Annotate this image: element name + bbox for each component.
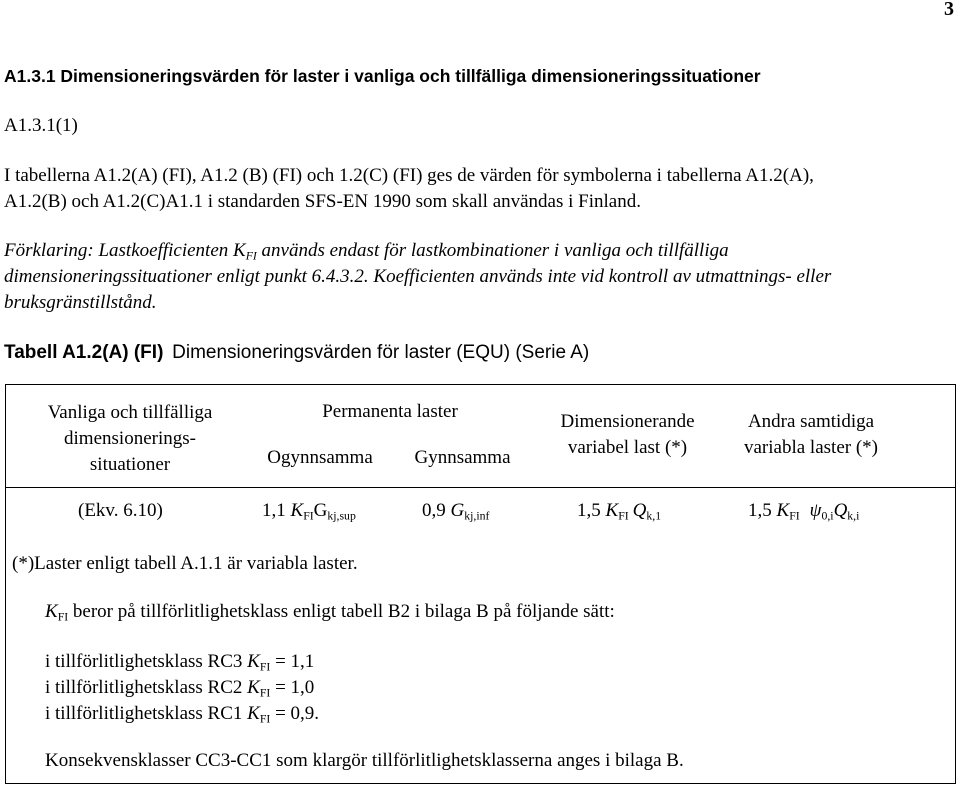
table-caption-label: Tabell A1.2(A) (FI) [4,342,164,363]
cell-4-q: Q [833,500,848,521]
reliability-class-rc3 [45,651,314,673]
cell-leading-variable-value [577,500,661,522]
header-leading-variable-line-1: Dimensionerande [560,411,695,432]
cell-3-coefficient: 1,5 [577,500,606,521]
page-number: 3 [944,0,954,20]
cell-3-q: Q [632,500,647,521]
cell-1-k: K [290,500,304,521]
header-permanent-loads: Permanenta laster [322,401,458,422]
rc1-prefix: i tillförlitlighetsklass RC1 [45,703,248,724]
header-situations [10,400,250,478]
table-caption [4,342,589,364]
rc2-k: K [247,677,260,698]
subsection-label: A1.3.1(1) [4,115,78,136]
cell-4-coefficient: 1,5 [748,500,777,521]
header-separator-line [6,487,955,488]
rc3-prefix: i tillförlitlighetsklass RC3 [45,651,248,672]
explanation-line-1 [4,240,729,262]
row-equation-ref: (Ekv. 6.10) [78,500,163,521]
rc3-k: K [247,651,260,672]
rc2-value: = 1,0 [270,677,315,698]
table-top-border [5,384,955,385]
table-right-border [955,384,956,784]
explanation-text-a: Förklaring: Lastkoefficienten K [4,240,246,261]
rc1-k: K [247,703,260,724]
cell-3-k: K [605,500,619,521]
header-accompanying-variable [722,409,900,461]
reliability-class-rc1 [45,703,319,725]
cell-1-g: G [313,500,328,521]
explanation-text-b: används endast för lastkombinationer i vanliga och tillfälliga [256,240,729,261]
cell-3-q-subscript: k,1 [646,509,662,523]
cell-1-coefficient: 1,1 [262,500,291,521]
cell-1-k-subscript: FI [303,509,314,523]
rc2-prefix: i tillförlitlighetsklass RC2 [45,677,248,698]
kfi-intro-subscript: FI [57,610,69,624]
cell-3-k-subscript: FI [618,509,629,523]
header-favourable: Gynnsamma [414,447,511,468]
kfi-intro-text: beror på tillförlitlighetsklass enligt tabell B2 i bilaga B på följande sätt: [68,601,615,622]
cell-favourable-value [422,500,489,522]
cell-2-coefficient: 0,9 [422,500,451,521]
cell-2-g-subscript: kj,inf [464,509,490,523]
rc1-subscript: FI [259,712,271,726]
cell-4-k: K [776,500,790,521]
section-heading: A1.3.1 Dimensioneringsvärden för laster i vanliga och tillfälliga dimensioneringssituationer [4,66,761,86]
header-leading-variable [535,409,720,461]
header-situations-line-2: dimensionerings- [64,428,196,449]
rc3-value: = 1,1 [270,651,315,672]
cell-4-q-subscript: k,i [847,509,860,523]
header-accompanying-variable-line-2: variabla laster (*) [744,437,878,458]
cell-4-psi: ψ [809,500,822,521]
header-accompanying-variable-line-1: Andra samtidiga [747,411,875,432]
header-situations-line-1: Vanliga och tillfälliga [47,402,213,423]
cell-2-g: G [450,500,465,521]
kfi-intro-k: K [45,601,58,622]
table-bottom-border [5,783,956,784]
table-left-border [5,384,6,784]
consequence-classes-note: Konsekvensklasser CC3-CC1 som klargör tillförlitlighetsklasserna anges i bilaga B. [45,750,684,771]
rc2-subscript: FI [259,686,271,700]
cell-accompanying-variable-value [748,500,859,522]
explanation-line-2: dimensioneringssituationer enligt punkt 6.4.3.2. Koefficienten används inte vid kontroll av utmattnings- eller [4,266,832,287]
rc3-subscript: FI [259,660,271,674]
header-unfavourable: Ogynnsamma [267,447,373,468]
cell-4-psi-subscript: 0,i [821,509,834,523]
rc1-value: = 0,9. [270,703,320,724]
cell-1-g-subscript: kj,sup [327,509,356,523]
table-footnote: (*)Laster enligt tabell A.1.1 är variabla laster. [12,553,358,574]
intro-paragraph-line-1: I tabellerna A1.2(A) (FI), A1.2 (B) (FI) och 1.2(C) (FI) ges de värden för symbolerna i tabellerna A1.2(A), [4,165,814,186]
kfi-intro [45,601,615,623]
cell-4-k-subscript: FI [789,509,800,523]
intro-paragraph-line-2: A1.2(B) och A1.2(C)A1.1 i standarden SFS-EN 1990 som skall användas i Finland. [4,191,641,212]
explanation-kfi-subscript: FI [245,249,257,263]
table-caption-text: Dimensioneringsvärden för laster (EQU) (Serie A) [172,342,590,363]
header-situations-line-3: situationer [89,454,171,475]
explanation-line-3: bruksgränstillstånd. [4,292,157,313]
header-leading-variable-line-2: variabel last (*) [567,437,688,458]
reliability-class-rc2 [45,677,314,699]
cell-unfavourable-value [262,500,356,522]
